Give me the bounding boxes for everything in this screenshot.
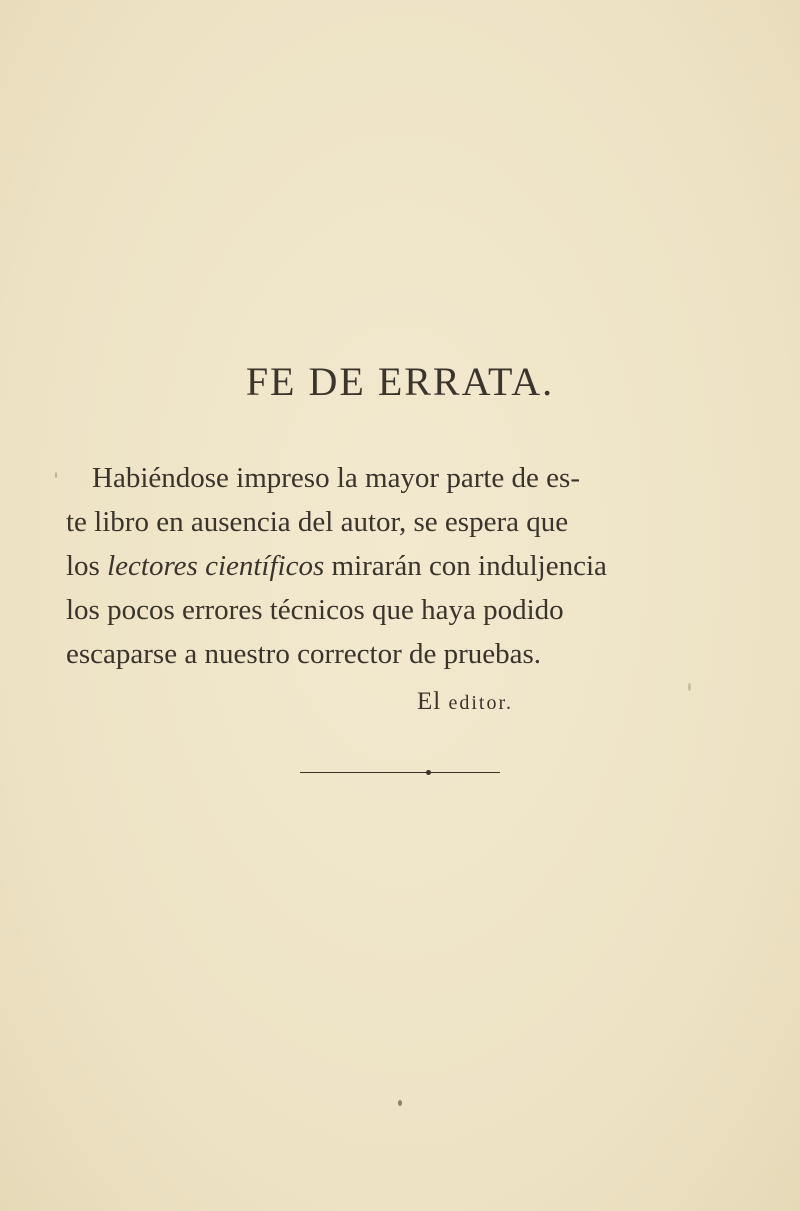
paragraph-line-1: Habiéndose impreso la mayor parte de es- <box>92 462 580 494</box>
paragraph-line-4: los pocos errores técnicos que haya podido <box>66 594 564 626</box>
signature-initial: El <box>417 688 442 715</box>
page-title: FE DE ERRATA. <box>245 359 555 404</box>
divider-rule <box>300 772 500 773</box>
paragraph-line-3-start: los <box>66 550 100 582</box>
paper-speck <box>398 1100 402 1106</box>
paper-speck <box>688 683 691 691</box>
paper-speck <box>55 472 57 478</box>
paragraph-line-3 <box>66 544 746 588</box>
divider-dot <box>426 770 431 775</box>
editor-signature <box>417 688 513 716</box>
errata-paragraph <box>66 456 746 676</box>
paragraph-line-3-end: mirarán con induljencia <box>331 550 607 582</box>
paragraph-line-3-italic: lectores científicos <box>107 550 325 582</box>
paragraph-line-5: escaparse a nuestro corrector de pruebas. <box>66 638 542 670</box>
divider-ornament <box>300 770 500 776</box>
signature-rest: editor. <box>448 692 514 714</box>
paragraph-line-2: te libro en ausencia del autor, se espera que <box>66 506 569 538</box>
